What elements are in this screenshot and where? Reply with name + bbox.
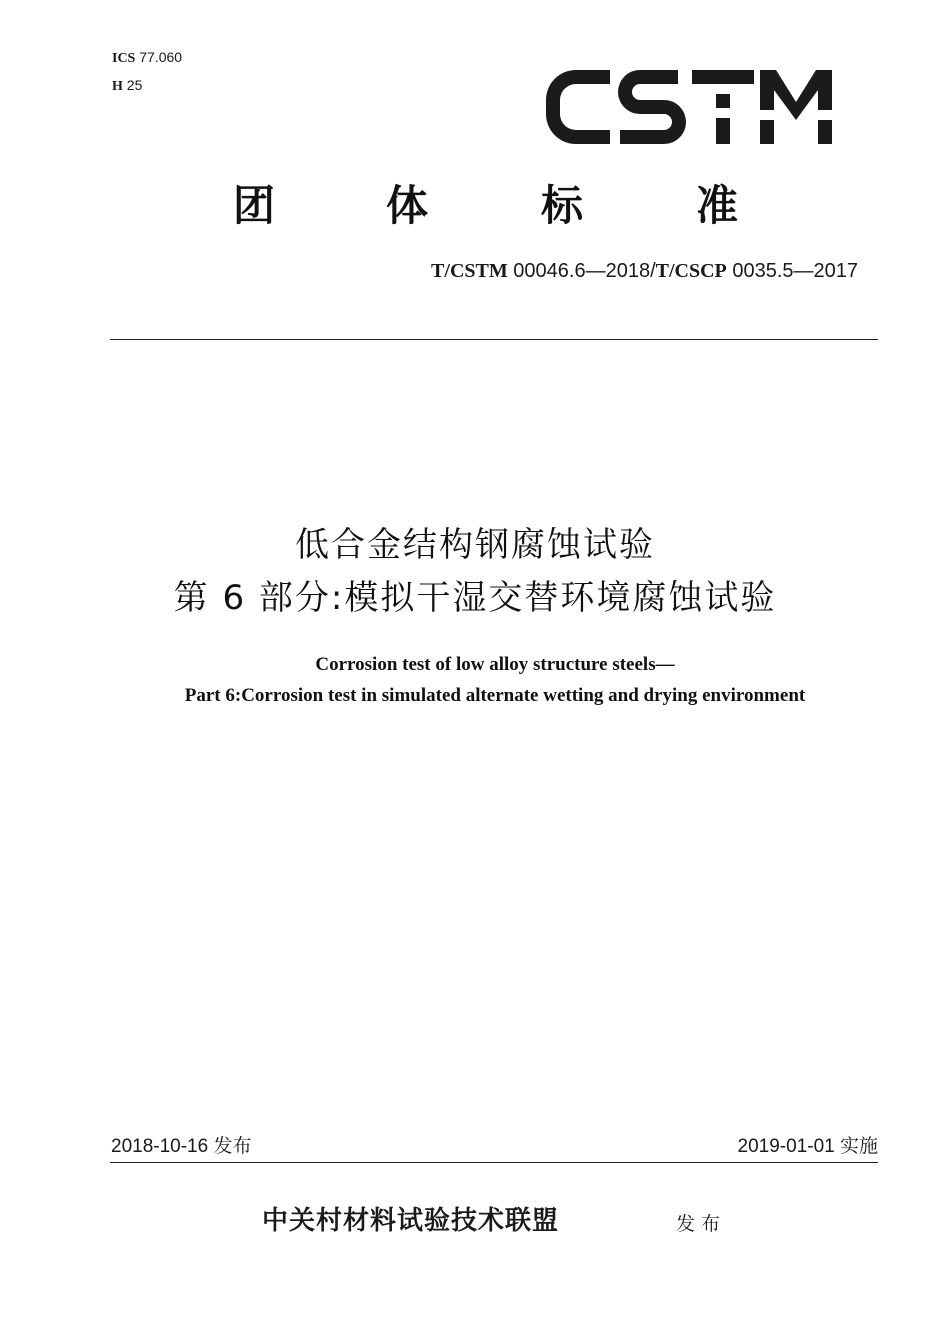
standard-number: T/CSTM 00046.6—2018/T/CSCP 0035.5—2017 (431, 260, 858, 282)
title-en-line2: Part 6:Corrosion test in simulated alternate wetting and drying environment (184, 685, 806, 706)
implementation-date: 2019-01-01 实施 (737, 1136, 878, 1157)
title-cn-line2: 第 6 部分:模拟干湿交替环境腐蚀试验 (173, 578, 777, 618)
standard-type-char: 准 (696, 181, 739, 230)
standard-type-char: 体 (386, 181, 429, 230)
standard-type-char: 标 (541, 181, 584, 230)
publish-label: 发布 (676, 1213, 727, 1235)
cstm-logo (540, 64, 836, 150)
issue-date: 2018-10-16 发布 (111, 1136, 252, 1157)
standard-type-heading (0, 176, 950, 236)
footer-divider (110, 1162, 878, 1163)
standard-type-char: 团 (233, 181, 276, 230)
title-cn-line1: 低合金结构钢腐蚀试验 (295, 525, 655, 565)
ccs-code: H 25 (112, 77, 143, 94)
header-divider (110, 339, 878, 340)
classification-codes (112, 44, 182, 100)
title-en-line1: Corrosion test of low alloy structure steels— (315, 654, 675, 675)
ics-code: ICS 77.060 (112, 49, 183, 66)
publisher-name: 中关村材料试验技术联盟 (262, 1206, 560, 1236)
